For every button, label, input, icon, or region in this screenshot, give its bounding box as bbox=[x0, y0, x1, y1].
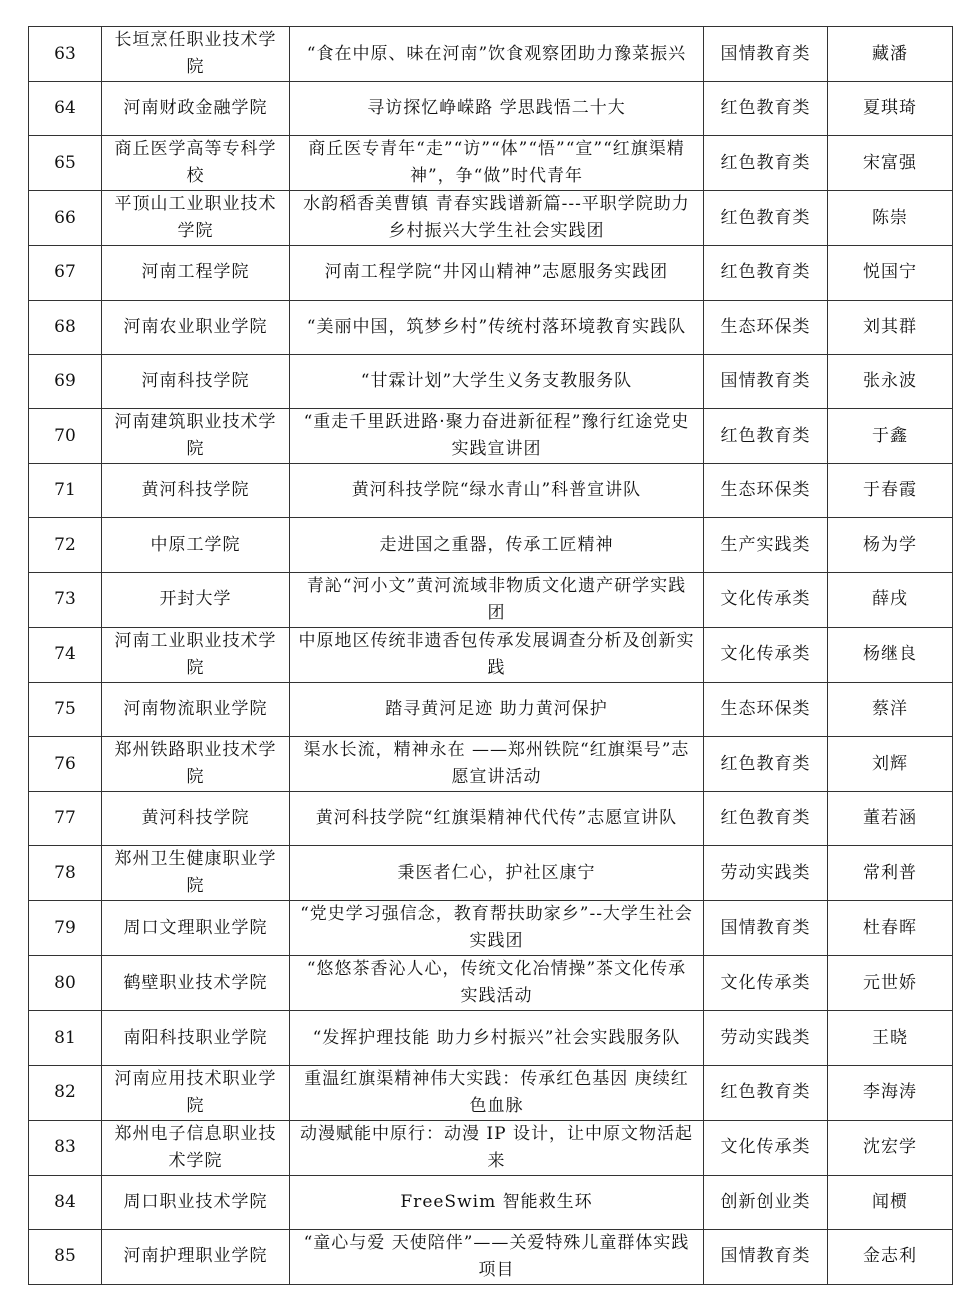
table-row bbox=[29, 627, 953, 682]
project-category: 国情教育类 bbox=[704, 1229, 828, 1284]
project-category: 红色教育类 bbox=[704, 737, 828, 792]
table-row bbox=[29, 1065, 953, 1120]
table-row bbox=[29, 572, 953, 627]
leader-name: 陈崇 bbox=[828, 191, 953, 246]
project-category: 文化传承类 bbox=[704, 572, 828, 627]
project-name: “重走千里跃进路·聚力奋进新征程”豫行红途党史实践宣讲团 bbox=[290, 409, 704, 464]
school-name: 长垣烹任职业技术学院 bbox=[102, 27, 290, 82]
project-name: 中原地区传统非遗香包传承发展调查分析及创新实践 bbox=[290, 627, 704, 682]
school-name: 南阳科技职业学院 bbox=[102, 1011, 290, 1065]
table-row bbox=[29, 846, 953, 901]
table-row bbox=[29, 246, 953, 300]
project-name: “甘霖计划”大学生义务支教服务队 bbox=[290, 354, 704, 408]
project-name: “悠悠茶香沁人心，传统文化冶情操”茶文化传承实践活动 bbox=[290, 956, 704, 1011]
leader-name: 董若涵 bbox=[828, 792, 953, 846]
project-name: FreeSwim 智能救生环 bbox=[290, 1175, 704, 1229]
project-name: 踏寻黄河足迹 助力黄河保护 bbox=[290, 682, 704, 736]
project-name: 渠水长流，精神永在 ——郑州铁院“红旗渠号”志愿宣讲活动 bbox=[290, 737, 704, 792]
school-name: 黄河科技学院 bbox=[102, 464, 290, 518]
table-row bbox=[29, 1011, 953, 1065]
table-row bbox=[29, 409, 953, 464]
project-name: 水韵稻香美曹镇 青春实践谱新篇---平职学院助力乡村振兴大学生社会实践团 bbox=[290, 191, 704, 246]
leader-name: 刘辉 bbox=[828, 737, 953, 792]
table-row bbox=[29, 354, 953, 408]
table-row bbox=[29, 682, 953, 736]
project-name: 寻访探忆峥嵘路 学思践悟二十大 bbox=[290, 82, 704, 136]
project-category: 红色教育类 bbox=[704, 136, 828, 191]
school-name: 河南物流职业学院 bbox=[102, 682, 290, 736]
leader-name: 沈宏学 bbox=[828, 1120, 953, 1175]
school-name: 郑州铁路职业技术学院 bbox=[102, 737, 290, 792]
leader-name: 元世娇 bbox=[828, 956, 953, 1011]
row-number: 66 bbox=[29, 191, 102, 246]
school-name: 河南应用技术职业学院 bbox=[102, 1065, 290, 1120]
project-name: “发挥护理技能 助力乡村振兴”社会实践服务队 bbox=[290, 1011, 704, 1065]
school-name: 郑州电子信息职业技术学院 bbox=[102, 1120, 290, 1175]
row-number: 71 bbox=[29, 464, 102, 518]
row-number: 67 bbox=[29, 246, 102, 300]
table-row bbox=[29, 518, 953, 572]
school-name: 商丘医学高等专科学校 bbox=[102, 136, 290, 191]
row-number: 84 bbox=[29, 1175, 102, 1229]
leader-name: 宋富强 bbox=[828, 136, 953, 191]
project-category: 劳动实践类 bbox=[704, 1011, 828, 1065]
row-number: 82 bbox=[29, 1065, 102, 1120]
leader-name: 杨为学 bbox=[828, 518, 953, 572]
table-row bbox=[29, 464, 953, 518]
table-row bbox=[29, 1229, 953, 1284]
project-list-table bbox=[28, 26, 953, 1285]
leader-name: 夏琪琦 bbox=[828, 82, 953, 136]
project-name: 走进国之重器，传承工匠精神 bbox=[290, 518, 704, 572]
school-name: 河南建筑职业技术学院 bbox=[102, 409, 290, 464]
leader-name: 金志利 bbox=[828, 1229, 953, 1284]
project-category: 生态环保类 bbox=[704, 300, 828, 354]
table-row bbox=[29, 901, 953, 956]
project-category: 文化传承类 bbox=[704, 627, 828, 682]
project-name: 青訫“河小文”黄河流域非物质文化遗产研学实践团 bbox=[290, 572, 704, 627]
table-row bbox=[29, 300, 953, 354]
project-name: “童心与爱 天使陪伴”——关爱特殊儿童群体实践项目 bbox=[290, 1229, 704, 1284]
school-name: 中原工学院 bbox=[102, 518, 290, 572]
row-number: 68 bbox=[29, 300, 102, 354]
row-number: 64 bbox=[29, 82, 102, 136]
project-category: 国情教育类 bbox=[704, 901, 828, 956]
school-name: 周口职业技术学院 bbox=[102, 1175, 290, 1229]
leader-name: 藏潘 bbox=[828, 27, 953, 82]
project-name: 河南工程学院“井冈山精神”志愿服务实践团 bbox=[290, 246, 704, 300]
project-name: “党史学习强信念，教育帮扶助家乡”--大学生社会实践团 bbox=[290, 901, 704, 956]
row-number: 79 bbox=[29, 901, 102, 956]
leader-name: 刘其群 bbox=[828, 300, 953, 354]
project-name: 黄河科技学院“绿水青山”科普宣讲队 bbox=[290, 464, 704, 518]
row-number: 74 bbox=[29, 627, 102, 682]
project-category: 红色教育类 bbox=[704, 1065, 828, 1120]
school-name: 开封大学 bbox=[102, 572, 290, 627]
school-name: 周口文理职业学院 bbox=[102, 901, 290, 956]
school-name: 河南科技学院 bbox=[102, 354, 290, 408]
project-category: 文化传承类 bbox=[704, 1120, 828, 1175]
row-number: 73 bbox=[29, 572, 102, 627]
leader-name: 闻槚 bbox=[828, 1175, 953, 1229]
school-name: 河南工程学院 bbox=[102, 246, 290, 300]
row-number: 72 bbox=[29, 518, 102, 572]
project-category: 红色教育类 bbox=[704, 246, 828, 300]
school-name: 河南财政金融学院 bbox=[102, 82, 290, 136]
table-row bbox=[29, 737, 953, 792]
project-name: 黄河科技学院“红旗渠精神代代传”志愿宣讲队 bbox=[290, 792, 704, 846]
row-number: 85 bbox=[29, 1229, 102, 1284]
project-category: 红色教育类 bbox=[704, 82, 828, 136]
row-number: 76 bbox=[29, 737, 102, 792]
table-row bbox=[29, 191, 953, 246]
leader-name: 杜春晖 bbox=[828, 901, 953, 956]
project-category: 红色教育类 bbox=[704, 409, 828, 464]
table-row bbox=[29, 82, 953, 136]
school-name: 平顶山工业职业技术学院 bbox=[102, 191, 290, 246]
project-category: 生产实践类 bbox=[704, 518, 828, 572]
project-name: “美丽中国，筑梦乡村”传统村落环境教育实践队 bbox=[290, 300, 704, 354]
row-number: 63 bbox=[29, 27, 102, 82]
row-number: 65 bbox=[29, 136, 102, 191]
leader-name: 张永波 bbox=[828, 354, 953, 408]
row-number: 80 bbox=[29, 956, 102, 1011]
project-name: 动漫赋能中原行：动漫 IP 设计，让中原文物活起来 bbox=[290, 1120, 704, 1175]
project-category: 创新创业类 bbox=[704, 1175, 828, 1229]
leader-name: 常利普 bbox=[828, 846, 953, 901]
row-number: 70 bbox=[29, 409, 102, 464]
table-row bbox=[29, 792, 953, 846]
row-number: 78 bbox=[29, 846, 102, 901]
row-number: 77 bbox=[29, 792, 102, 846]
row-number: 75 bbox=[29, 682, 102, 736]
project-name: 商丘医专青年“走”“访”“体”“悟”“宣”“红旗渠精神”，争“做”时代青年 bbox=[290, 136, 704, 191]
school-name: 黄河科技学院 bbox=[102, 792, 290, 846]
project-category: 红色教育类 bbox=[704, 191, 828, 246]
school-name: 河南护理职业学院 bbox=[102, 1229, 290, 1284]
leader-name: 悦国宁 bbox=[828, 246, 953, 300]
table-row bbox=[29, 136, 953, 191]
leader-name: 薛戌 bbox=[828, 572, 953, 627]
project-category: 红色教育类 bbox=[704, 792, 828, 846]
leader-name: 于鑫 bbox=[828, 409, 953, 464]
row-number: 69 bbox=[29, 354, 102, 408]
project-category: 劳动实践类 bbox=[704, 846, 828, 901]
table-body bbox=[29, 27, 953, 1285]
table-row bbox=[29, 27, 953, 82]
table-row bbox=[29, 1175, 953, 1229]
row-number: 81 bbox=[29, 1011, 102, 1065]
project-category: 文化传承类 bbox=[704, 956, 828, 1011]
leader-name: 杨继良 bbox=[828, 627, 953, 682]
leader-name: 蔡洋 bbox=[828, 682, 953, 736]
school-name: 河南农业职业学院 bbox=[102, 300, 290, 354]
row-number: 83 bbox=[29, 1120, 102, 1175]
project-name: 重温红旗渠精神伟大实践：传承红色基因 庚续红色血脉 bbox=[290, 1065, 704, 1120]
project-name: “食在中原、味在河南”饮食观察团助力豫菜振兴 bbox=[290, 27, 704, 82]
project-category: 生态环保类 bbox=[704, 464, 828, 518]
school-name: 河南工业职业技术学院 bbox=[102, 627, 290, 682]
table-row bbox=[29, 1120, 953, 1175]
leader-name: 于春霞 bbox=[828, 464, 953, 518]
school-name: 鹤壁职业技术学院 bbox=[102, 956, 290, 1011]
school-name: 郑州卫生健康职业学院 bbox=[102, 846, 290, 901]
leader-name: 李海涛 bbox=[828, 1065, 953, 1120]
project-category: 生态环保类 bbox=[704, 682, 828, 736]
project-name: 秉医者仁心，护社区康宁 bbox=[290, 846, 704, 901]
project-category: 国情教育类 bbox=[704, 354, 828, 408]
project-category: 国情教育类 bbox=[704, 27, 828, 82]
table-row bbox=[29, 956, 953, 1011]
leader-name: 王晓 bbox=[828, 1011, 953, 1065]
